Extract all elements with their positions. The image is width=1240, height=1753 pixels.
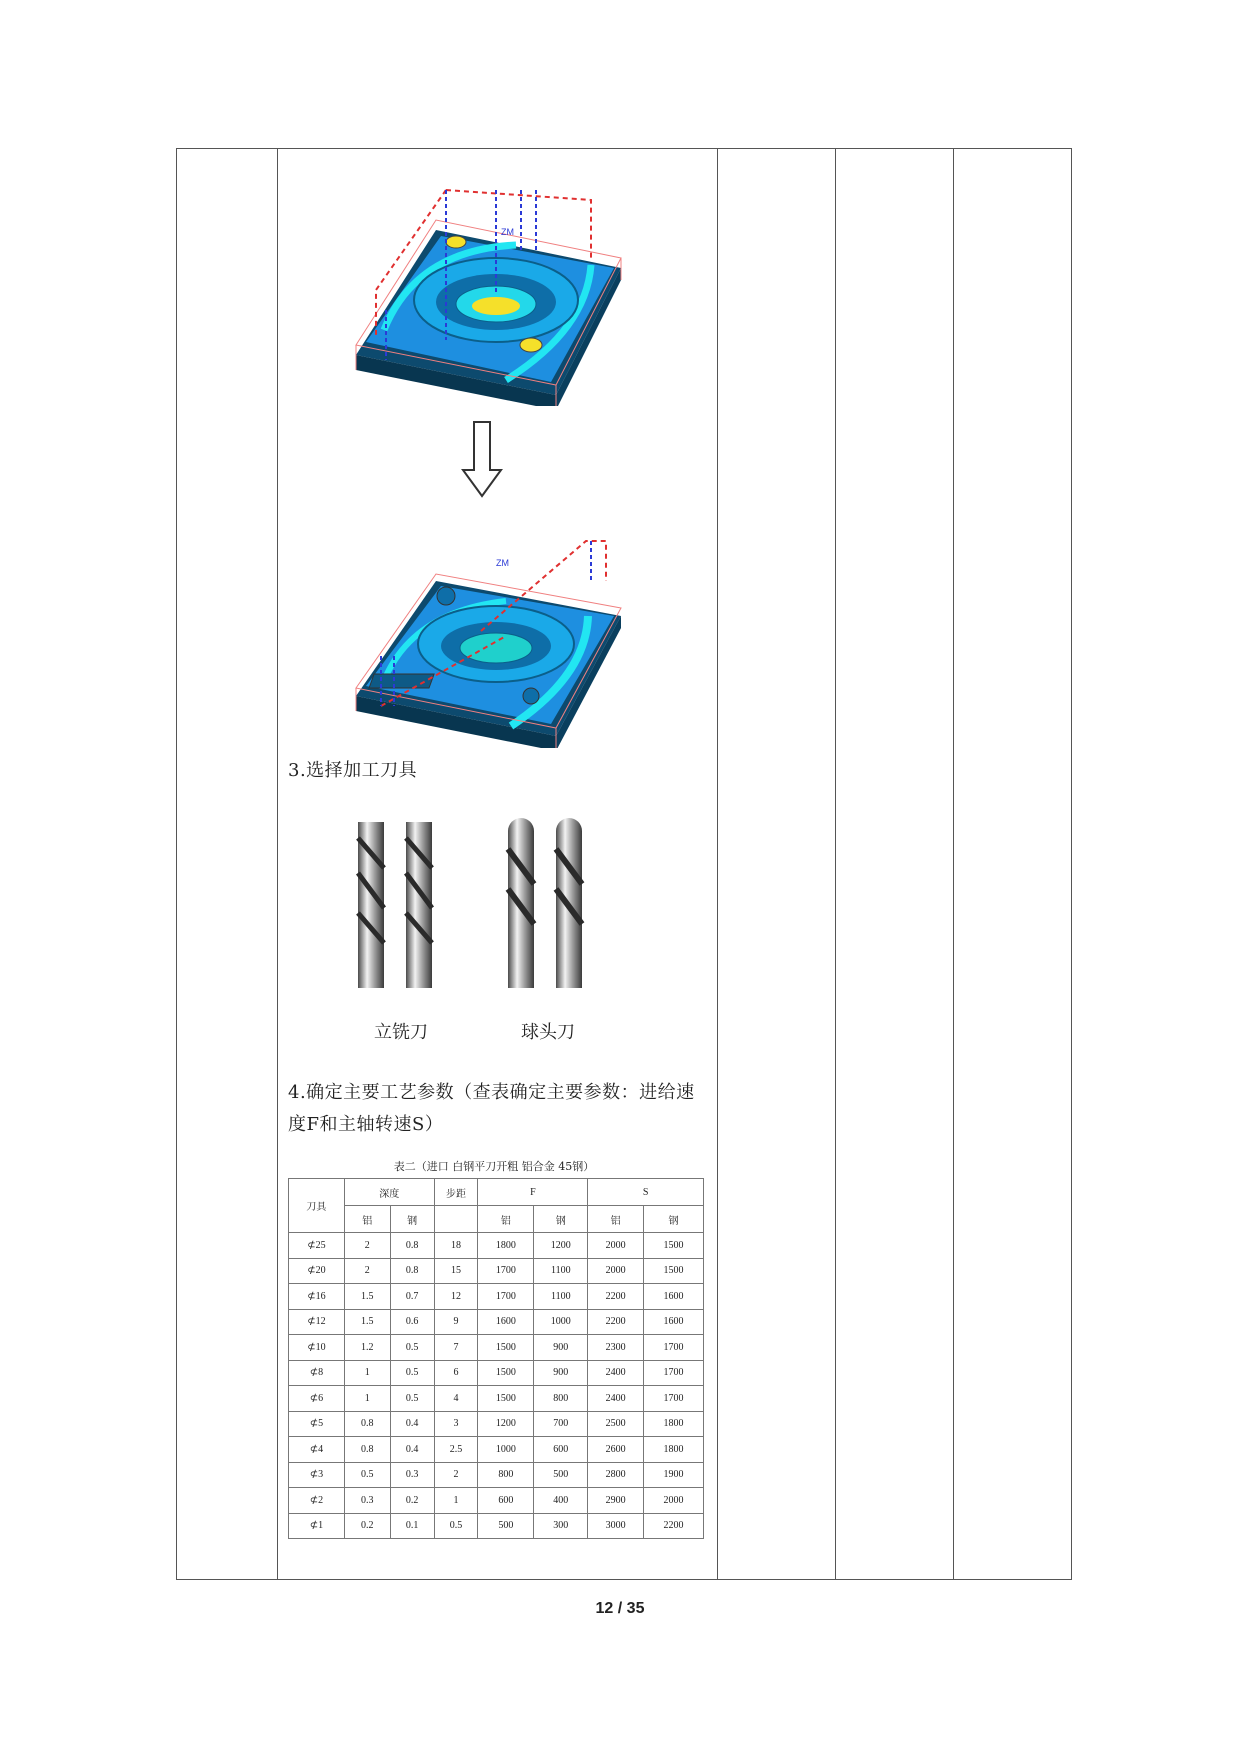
table-cell: 0.8 [390,1258,434,1284]
tool-diameter-cell: ⊄2 [289,1488,345,1514]
table-cell: 0.8 [344,1411,390,1437]
section-4-heading-line2: 度F和主轴转速S） [288,1114,444,1135]
toolpath-model-image [346,160,646,406]
table-row [289,1309,704,1335]
table-title: 表二（进口 白钢平刀开粗 铝合金 45钢） [393,1160,595,1173]
table-row [289,1284,704,1310]
table-cell: 1600 [478,1309,534,1335]
table-row [289,1411,704,1437]
table-cell: 1100 [534,1284,588,1310]
table-cell: 2.5 [434,1437,478,1463]
table-cell: 3 [434,1411,478,1437]
subheader-feed-al: 铝 [478,1206,534,1233]
table-cell: 1.2 [344,1335,390,1361]
table-cell: 2 [344,1233,390,1259]
table-cell: 600 [478,1488,534,1514]
table-row [289,1360,704,1386]
table-cell: 2300 [588,1335,644,1361]
table-cell: 500 [478,1513,534,1539]
table-row [289,1437,704,1463]
table-cell: 2500 [588,1411,644,1437]
table-cell: 0.2 [344,1513,390,1539]
table-cell: 600 [534,1437,588,1463]
svg-text:ZM: ZM [496,558,509,568]
table-cell: 2 [434,1462,478,1488]
ball-nose-caption: 球头刀 [521,1022,575,1043]
table-cell: 300 [534,1513,588,1539]
table-cell: 2 [344,1258,390,1284]
table-row [289,1488,704,1514]
table-cell: 2200 [644,1513,704,1539]
tool-diameter-cell: ⊄8 [289,1360,345,1386]
table-cell: 700 [534,1411,588,1437]
table-cell: 1.5 [344,1309,390,1335]
table-cell: 1500 [478,1335,534,1361]
table-cell: 2000 [644,1488,704,1514]
header-step: 步距 [434,1179,478,1206]
table-cell: 1700 [644,1335,704,1361]
subheader-step-empty [434,1206,478,1233]
header-tool: 刀具 [289,1179,345,1233]
table-cell: 7 [434,1335,478,1361]
table-cell: 1 [344,1386,390,1412]
tool-diameter-cell: ⊄5 [289,1411,345,1437]
table-cell: 1800 [644,1411,704,1437]
tool-diameter-cell: ⊄25 [289,1233,345,1259]
main-content-cell [276,148,716,1580]
table-cell: 0.5 [390,1386,434,1412]
table-cell: 2200 [588,1309,644,1335]
tool-diameter-cell: ⊄10 [289,1335,345,1361]
table-row [289,1335,704,1361]
table-cell: 0.3 [390,1462,434,1488]
table-cell: 9 [434,1309,478,1335]
table-cell: 900 [534,1335,588,1361]
table-cell: 1800 [644,1437,704,1463]
table-cell: 900 [534,1360,588,1386]
tool-diameter-cell: ⊄12 [289,1309,345,1335]
table-cell: 800 [478,1462,534,1488]
down-arrow-icon [461,420,503,500]
table-cell: 1200 [478,1411,534,1437]
table-cell: 1000 [478,1437,534,1463]
header-depth: 深度 [344,1179,434,1206]
end-mill-caption: 立铣刀 [374,1022,428,1043]
table-cell: 2000 [588,1258,644,1284]
table-cell: 500 [534,1462,588,1488]
table-cell: 0.7 [390,1284,434,1310]
table-cell: 1 [344,1360,390,1386]
table-cell: 0.3 [344,1488,390,1514]
table-cell: 12 [434,1284,478,1310]
tool-diameter-cell: ⊄1 [289,1513,345,1539]
table-cell: 0.5 [390,1335,434,1361]
table-cell: 1700 [478,1284,534,1310]
subheader-speed-al: 铝 [588,1206,644,1233]
table-row [289,1513,704,1539]
tool-diameter-cell: ⊄6 [289,1386,345,1412]
table-cell: 18 [434,1233,478,1259]
table-cell: 0.5 [344,1462,390,1488]
header-feed: F [478,1179,588,1206]
table-cell: 1200 [534,1233,588,1259]
table-cell: 1600 [644,1309,704,1335]
table-cell: 0.4 [390,1411,434,1437]
table-cell: 6 [434,1360,478,1386]
table-cell: 800 [534,1386,588,1412]
table-cell: 1700 [644,1386,704,1412]
svg-text:ZM: ZM [501,227,514,237]
subheader-depth-al: 铝 [344,1206,390,1233]
column-divider-3 [835,149,836,1579]
table-row [289,1258,704,1284]
table-cell: 1100 [534,1258,588,1284]
table-cell: 0.1 [390,1513,434,1539]
parameter-table-body [289,1233,704,1539]
table-cell: 1900 [644,1462,704,1488]
parameter-table-block [276,1158,716,1532]
table-cell: 0.8 [344,1437,390,1463]
table-cell: 1 [434,1488,478,1514]
tool-diameter-cell: ⊄3 [289,1462,345,1488]
table-cell: 2200 [588,1284,644,1310]
tool-diameter-cell: ⊄4 [289,1437,345,1463]
tool-diameter-cell: ⊄20 [289,1258,345,1284]
table-cell: 1700 [644,1360,704,1386]
table-cell: 1500 [478,1386,534,1412]
table-cell: 15 [434,1258,478,1284]
table-cell: 1500 [478,1360,534,1386]
table-row [289,1462,704,1488]
parameter-table [288,1178,704,1539]
machined-model-image [346,526,646,748]
ball-nose-mill-image [504,814,594,990]
table-cell: 2900 [588,1488,644,1514]
table-cell: 400 [534,1488,588,1514]
table-cell: 2000 [588,1233,644,1259]
table-cell: 1600 [644,1284,704,1310]
table-cell: 3000 [588,1513,644,1539]
table-cell: 1700 [478,1258,534,1284]
section-3-heading: 3.选择加工刀具 [288,760,418,781]
subheader-feed-steel: 钢 [534,1206,588,1233]
section-4-heading-line1: 4.确定主要工艺参数（查表确定主要参数：进给速 [288,1082,695,1103]
subheader-depth-steel: 钢 [390,1206,434,1233]
table-cell: 0.2 [390,1488,434,1514]
table-cell: 2600 [588,1437,644,1463]
table-cell: 0.5 [434,1513,478,1539]
table-cell: 2400 [588,1386,644,1412]
page-number: 12 / 35 [595,1600,645,1617]
tool-diameter-cell: ⊄16 [289,1284,345,1310]
table-row [289,1386,704,1412]
table-cell: 0.4 [390,1437,434,1463]
column-divider-4 [953,149,954,1579]
table-cell: 0.8 [390,1233,434,1259]
table-cell: 0.5 [390,1360,434,1386]
table-cell: 1000 [534,1309,588,1335]
table-cell: 2400 [588,1360,644,1386]
table-cell: 1800 [478,1233,534,1259]
subheader-speed-steel: 钢 [644,1206,704,1233]
table-row [289,1233,704,1259]
end-mill-image [354,818,444,990]
table-cell: 4 [434,1386,478,1412]
column-divider-2 [717,149,718,1579]
table-cell: 1.5 [344,1284,390,1310]
table-cell: 1500 [644,1233,704,1259]
table-cell: 1500 [644,1258,704,1284]
table-cell: 0.6 [390,1309,434,1335]
table-cell: 2800 [588,1462,644,1488]
header-speed: S [588,1179,704,1206]
